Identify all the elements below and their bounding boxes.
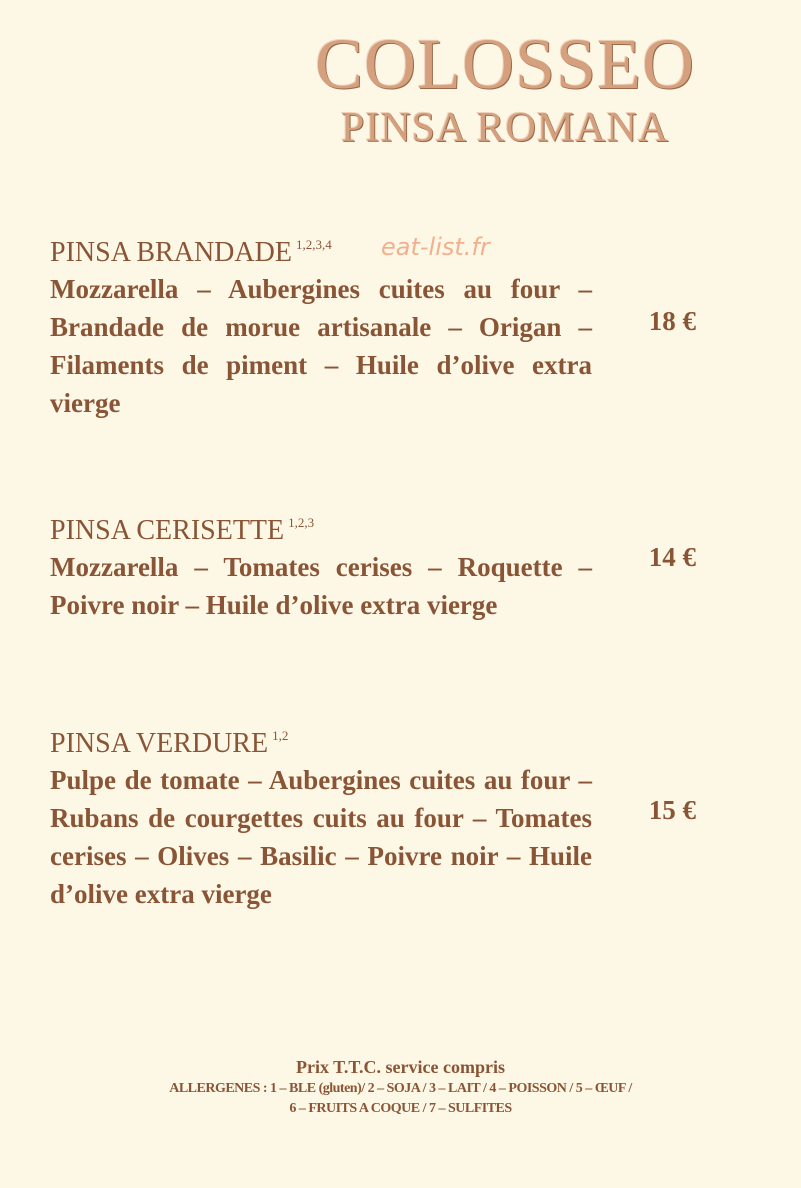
menu-item-price: 18 € xyxy=(648,306,696,336)
allergen-legend-line-1: ALLERGENES : 1 – BLE (gluten)/ 2 – SOJA / 3 – LAIT / 4 – POISSON / 5 – ŒUF / xyxy=(169,1081,632,1096)
restaurant-name: COLOSSEO xyxy=(314,24,696,104)
allergen-codes: 1,2,3 xyxy=(288,515,315,530)
allergen-codes: 1,2 xyxy=(272,728,289,743)
menu-item-cerisette xyxy=(50,506,710,624)
menu-footer xyxy=(0,1055,801,1119)
menu-item-name: PINSA BRANDADE xyxy=(50,237,292,268)
menu-item-title xyxy=(50,719,710,761)
menu-item-brandade xyxy=(50,228,710,422)
menu-item-title xyxy=(50,506,710,548)
price-note: Prix T.T.C. service compris xyxy=(296,1057,505,1077)
menu-item-description: Pulpe de tomate – Aubergines cuites au four – Rubans de courgettes cuits au four – Tomates cerises – Olives – Basilic – Poivre noir – Huile d’olive extra vierge xyxy=(50,765,592,909)
restaurant-subtitle: PINSA ROMANA xyxy=(340,105,670,151)
allergen-legend-line-2: 6 – FRUITS A COQUE / 7 – SULFITES xyxy=(289,1101,512,1116)
menu-item-price: 14 € xyxy=(648,542,696,572)
menu-item-name: PINSA CERISETTE xyxy=(50,515,285,546)
restaurant-brand xyxy=(300,24,710,152)
menu-item-verdure xyxy=(50,719,710,913)
menu-item-name: PINSA VERDURE xyxy=(50,728,269,759)
menu-item-price: 15 € xyxy=(648,795,696,825)
menu-item-description: Mozzarella – Aubergines cuites au four – Brandade de morue artisanale – Origan – Filaments de piment – Huile d’olive extra vierge xyxy=(50,274,592,418)
menu-item-title xyxy=(50,228,710,270)
menu-item-description: Mozzarella – Tomates cerises – Roquette – Poivre noir – Huile d’olive extra vierge xyxy=(50,552,592,620)
allergen-codes: 1,2,3,4 xyxy=(295,237,332,252)
watermark: eat-list.fr xyxy=(381,233,490,261)
